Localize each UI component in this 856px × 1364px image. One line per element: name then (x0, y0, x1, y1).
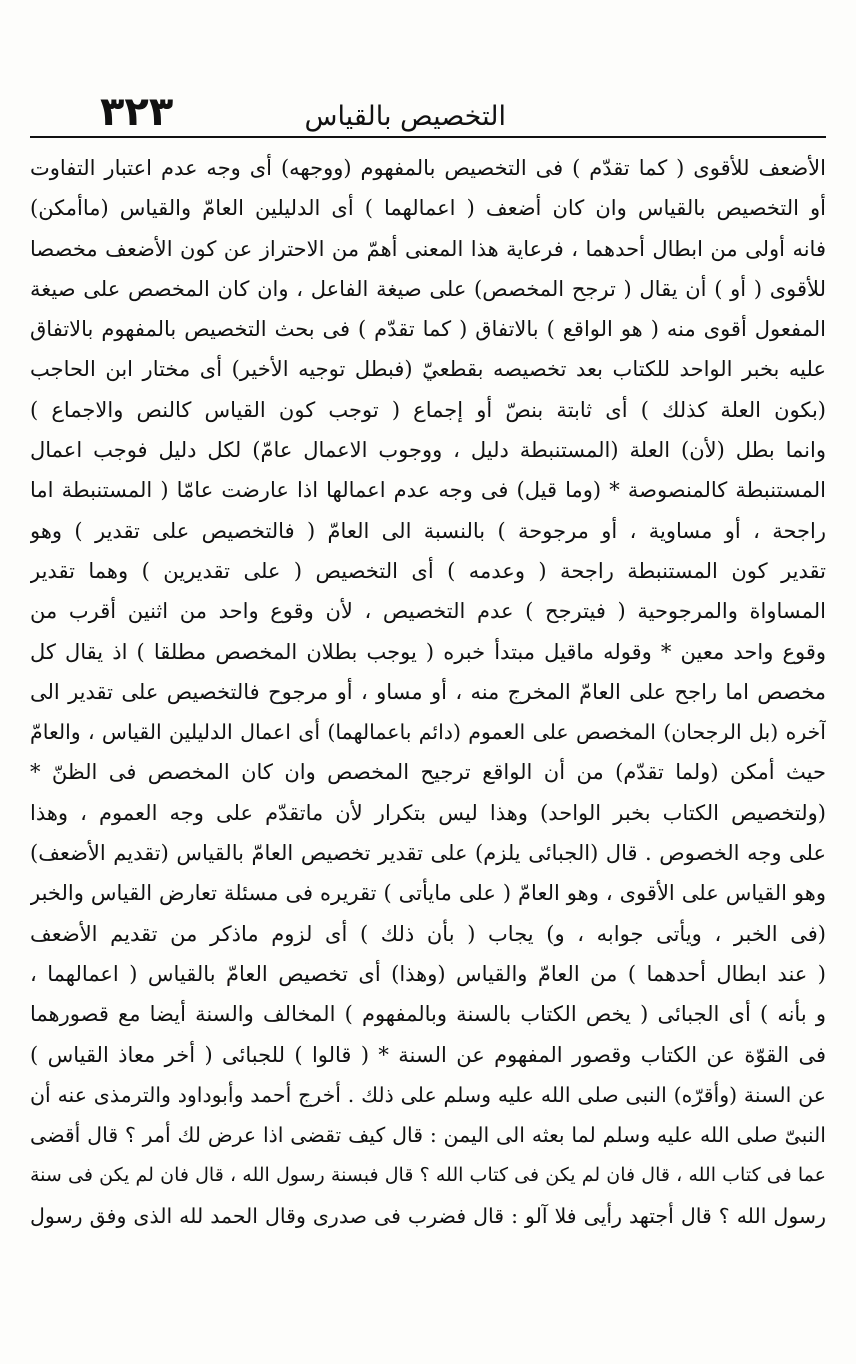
text-line: للأقوى ( أو ) أن يقال ( ترجح المخصص) على صيغة الفاعل ، وان كان المخصص على صيغة (30, 276, 826, 301)
body-text (30, 148, 826, 1236)
text-line: حيث أمكن (ولما تقدّم) من أن الواقع ترجيح المخصص وان كان المخصص فى الظنّ * (30, 760, 826, 785)
text-line: النبىّ صلى الله عليه وسلم لما بعثه الى اليمن : قال كيف تقضى اذا عرض لك أمر ؟ قال أقضى (30, 1123, 826, 1148)
text-line: المستنبطة كالمنصوصة * (وما قيل) فى وجه عدم اعمالها اذا عارضت عامّا ( المستنبطة اما (30, 478, 826, 503)
text-line: راجحة ، أو مساوية ، أو مرجوحة ) بالنسبة الى العامّ ( فالتخصيص على تقدير ) وهو (30, 518, 826, 543)
text-line: تقدير كون المستنبطة راجحة ( وعدمه ) أى التخصيص ( على تقديرين ) وهما تقدير (30, 558, 826, 583)
text-line: رسول الله ؟ قال أجتهد رأيى فلا آلو : قال فضرب فى صدرى وقال الحمد لله الذى وفق رسول (30, 1203, 826, 1228)
text-line: آخره (بل الرجحان) المخصص على العموم (دائم باعمالهما) أى اعمال الدليلين القياس ، والعامّ (30, 720, 826, 745)
text-line: عما فى كتاب الله ، قال فان لم يكن فى كتاب الله ؟ قال فبسنة رسول الله ، قال فان لم يكن فى سنة (30, 1164, 826, 1187)
text-line: وقوع واحد معين * وقوله ماقيل مبتدأ خبره ( يوجب بطلان المخصص مطلقا ) اذ يقال كل (30, 639, 826, 664)
text-line: المساواة والمرجوحية ( فيترجح ) عدم التخصيص ، لأن وقوع واحد من اثنين أقرب من (30, 599, 826, 624)
running-title: التخصيص بالقياس (304, 101, 506, 132)
text-line: على وجه الخصوص . قال (الجبائى يلزم) على تقدير تخصيص العامّ بالقياس (تقديم الأضعف) (30, 841, 826, 866)
page-number: ٣٢٣ (100, 89, 174, 135)
header-rule (30, 136, 826, 138)
text-line: عن السنة (وأقرّه) النبى صلى الله عليه وسلم على ذلك . أخرج أحمد وأبوداود والترمذى عنه أن (30, 1082, 826, 1107)
text-line: أو التخصيص بالقياس وان كان أضعف ( اعمالهما ) أى الدليلين العامّ والقياس (ماأمكن) (30, 196, 826, 221)
page-header (30, 84, 826, 135)
text-line: فى القوّة عن الكتاب وقصور المفهوم عن السنة * ( قالوا ) للجبائى ( أخر معاذ القياس ) (30, 1042, 826, 1067)
text-line: فانه أولى من ابطال أحدهما ، فرعاية هذا المعنى أهمّ من الاحتراز عن كون الأضعف مخصصا (30, 236, 826, 261)
text-line: (فى الخبر ، ويأتى جوابه ، و) يجاب ( بأن ذلك ) أى لزوم ماذكر من تقديم الأضعف (30, 921, 826, 946)
text-line: ( عند ابطال أحدهما ) من العامّ والقياس (وهذا) أى تخصيص العامّ بالقياس ( اعمالهما ، (30, 961, 826, 986)
text-line: و بأنه ) أى الجبائى ( يخص الكتاب بالسنة وبالمفهوم ) المخالف والسنة أيضا مع قصورهما (30, 1002, 826, 1027)
text-line: وهو القياس على الأقوى ، وهو العامّ ( على مايأتى ) تقريره فى مسئلة تعارض القياس والخبر (30, 881, 826, 906)
text-line: الأضعف للأقوى ( كما تقدّم ) فى التخصيص بالمفهوم (ووجهه) أى وجه عدم اعتبار التفاوت (30, 156, 826, 180)
text-line: (بكون العلة كذلك ) أى ثابتة بنصّ أو إجماع ( توجب كون القياس كالنص والاجماع ) (30, 397, 826, 422)
text-line: عليه بخبر الواحد للكتاب بعد تخصيصه بقطعيّ (فبطل توجيه الأخير) أى مختار ابن الحاجب (30, 357, 826, 382)
text-line: مخصص اما راجح على العامّ المخرج منه ، أو مساو ، أو مرجوح فالتخصيص على تقدير الى (30, 679, 826, 704)
text-line: (ولتخصيص الكتاب بخبر الواحد) وهذا ليس بتكرار لأن ماتقدّم على وجه العموم ، وهذا (30, 800, 826, 825)
text-line: المفعول أقوى منه ( هو الواقع ) بالاتفاق ( كما تقدّم ) فى بحث التخصيص بالمفهوم بالاتفاق (30, 317, 826, 342)
text-line: وانما بطل (لأن) العلة (المستنبطة دليل ، ووجوب الاعمال عامّ) لكل دليل فوجب اعمال (30, 438, 826, 463)
